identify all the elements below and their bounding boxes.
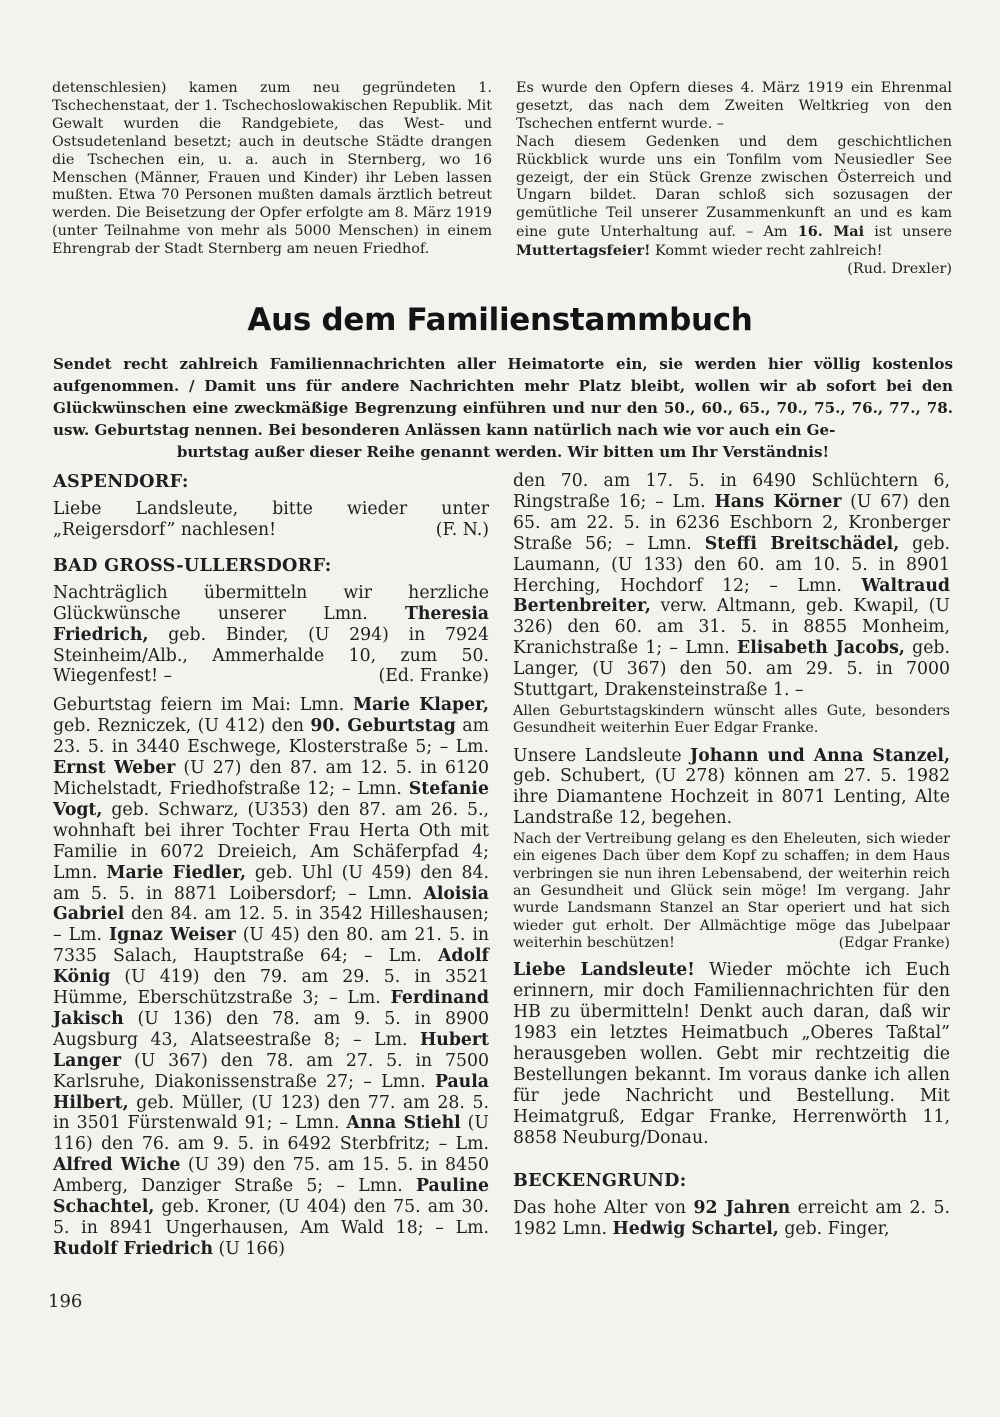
body-left-column bbox=[53, 471, 489, 1260]
right-paragraph-3: Liebe Landsleute! Wieder möchte ich Euch erinnern, mir doch Familiennachrichten für den HB zu übermitteln! Denkt auch daran, daß wir 1983 ein letztes Heimatbuch „Oberes Taßtal” herausgeben wollen. Gebt mir rechtzeitig die Bestellungen bekannt. Im voraus danke ich allen für jede Nachricht und Bestellung. Mit Heimatgruß, Edgar Franke, Herrenwörth 11, 8858 Neuburg/Donau. bbox=[513, 960, 951, 1148]
aspendorf-signature: (F. N.) bbox=[435, 519, 489, 540]
body-right-column bbox=[513, 471, 950, 1240]
aspendorf-text: Liebe Landsleute, bitte wieder unter „Reigersdorf” nachlesen! (F. N.) bbox=[53, 499, 489, 540]
right-note-1: Allen Geburtstagskindern wünscht alles Gute, besonders Gesundheit weiterhin Euer Edgar Franke. bbox=[513, 702, 950, 737]
page-number: 196 bbox=[48, 1291, 83, 1312]
section-headline: Aus dem Familienstammbuch bbox=[247, 302, 753, 338]
section-intro bbox=[53, 353, 953, 463]
intro-last-line: burtstag außer dieser Reihe genannt werden. Wir bitten um Ihr Verständnis! bbox=[176, 443, 830, 461]
right-note-2-signature: (Edgar Franke) bbox=[838, 934, 950, 951]
right-note-2: Nach der Vertreibung gelang es den Eheleuten, sich wieder ein eigenes Dach über dem Kopf zu schaffen; in dem Haus verbringen sie nun ihren Lebensabend, der weiterhin reich an Gesundheit und Glück sein möge! Im vergang. Jahr wurde Landsmann Stanzel an Star operiert und hat sich wieder gut erholt. Der Allmächtige möge das Jubelpaar weiterhin beschützen! (Edgar Franke) bbox=[513, 831, 950, 951]
top-right-paragraph-1: Es wurde den Opfern dieses 4. März 1919 ein Ehrenmal gesetzt, das nach dem Zweiten Weltkrieg von den Tschechen entfernt wurde. – bbox=[516, 80, 952, 132]
top-right-column bbox=[516, 80, 952, 279]
ullersdorf-paragraph-2: Geburtstag feiern im Mai: Lmn. Marie Klaper, geb. Rezniczek, (U 412) den 90. Geburtstag am 23. 5. in 3440 Eschwege, Klosterstraße 5; – Lm. Ernst Weber (U 27) den 87. am 12. 5. in 6120 Michelstadt, Friedhofstraße 12; – Lmn. Stefanie Vogt, geb. Schwarz, (U353) den 87. am 26. 5., wohnhaft bei ihrer Tochter Frau Herta Oth mit Familie in 6072 Dreieich, Am Schäferpfad 4; Lmn. Marie Fiedler, geb. Uhl (U 459) den 84. am 5. 5. in 8871 Loibersdorf; – Lmn. Aloisia Gabriel den 84. am 12. 5. in 3542 Hilleshausen; – Lm. Ignaz Weiser (U 45) den 80. am 21. 5. in 7335 Salach, Hauptstraße 64; – Lm. Adolf König (U 419) den 79. am 29. 5. in 3521 Hümme, Eberschützstraße 3; – Lm. Ferdinand Jakisch (U 136) den 78. am 9. 5. in 8900 Augsburg 43, Alatseestraße 8; – Lm. Hubert Langer (U 367) den 78. am 27. 5. in 7500 Karlsruhe, Diakonissenstraße 27; – Lmn. Paula Hilbert, geb. Müller, (U 123) den 77. am 28. 5. in 3501 Fürstenwald 91; – Lmn. Anna Stiehl (U 116) den 76. am 9. 5. in 6492 Sterbfritz; – Lm. Alfred Wiche (U 39) den 75. am 15. 5. in 8450 Amberg, Danziger Straße 5; – Lmn. Pauline Schachtel, geb. Kroner, (U 404) den 75. am 30. 5. in 8941 Ungerhausen, Am Wald 18; – Lm. Rudolf Friedrich (U 166) bbox=[53, 695, 490, 1259]
ullersdorf-signature: (Ed. Franke) bbox=[378, 666, 489, 687]
place-heading-beckengrund: BECKENGRUND: bbox=[513, 1170, 687, 1192]
place-heading-bad-gross-ullersdorf: BAD GROSS-ULLERSDORF: bbox=[53, 554, 332, 576]
intro-main: Sendet recht zahlreich Familiennachrichten aller Heimatorte ein, sie werden hier völlig kostenlos aufgenommen. / Damit uns für andere Nachrichten mehr Platz bleibt, wollen wir ab sofort bei den Glückwünschen eine zweckmäßige Begrenzung einführen und nur den 50., 60., 65., 70., 75., 76., 77., 78. usw. Geburtstag nennen. Bei besonderen Anlässen kann natürlich nach wie vor auch ein Ge- bbox=[53, 355, 953, 439]
top-right-signature: (Rud. Drexler) bbox=[847, 261, 952, 278]
top-left-column bbox=[52, 80, 492, 259]
top-right-paragraph-2: Nach diesem Gedenken und dem geschichtlichen Rückblick wurde uns ein Tonfilm vom Neusiedler See gezeigt, der ein Stück Grenze zwischen Österreich und Ungarn bildet. Daran schloß sich sozusagen der gemütliche Teil unserer Zusammenkunft an und es kam eine gute Unterhaltung auf. – Am 16. Mai ist unsere Muttertagsfeier! Kommt wieder recht zahlreich! (Rud. Drexler) bbox=[516, 133, 952, 278]
beckengrund-paragraph: Das hohe Alter von 92 Jahren erreicht am 2. 5. 1982 Lmn. Hedwig Schartel, geb. Finger, bbox=[513, 1198, 950, 1240]
top-left-paragraph: detenschlesien) kamen zum neu gegründeten 1. Tschechenstaat, der 1. Tschechoslowakischen Republik. Mit Gewalt wurden die Randgebiete, das West- und Ostsudetenland besetzt; auch in deutsche Städte drangen die Tschechen ein, u. a. auch in Sternberg, wo 16 Menschen (Männer, Frauen und Kinder) ihr Leben lassen mußten. Etwa 70 Personen mußten damals ärztlich betreut werden. Die Beisetzung der Opfer erfolgte am 8. März 1919 (unter Teilnahme von mehr als 5000 Menschen) in einem Ehrengrab der Stadt Sternberg am neuen Friedhof. bbox=[52, 80, 493, 258]
right-paragraph-1: den 70. am 17. 5. in 6490 Schlüchtern 6, Ringstraße 16; – Lm. Hans Körner (U 67) den 65. am 22. 5. in 6236 Eschborn 2, Kronberger Straße 56; – Lmn. Steffi Breitschädel, geb. Laumann, (U 133) den 60. am 10. 5. in 8901 Herching, Hochdorf 12; – Lmn. Waltraud Bertenbreiter, verw. Altmann, geb. Kwapil, (U 326) den 60. am 31. 5. in 8855 Monheim, Kranichstraße 1; – Lmn. Elisabeth Jacobs, geb. Langer, (U 367) den 50. am 29. 5. in 7000 Stuttgart, Drakensteinstraße 1. – bbox=[513, 471, 950, 701]
ullersdorf-paragraph-1: Nachträglich übermitteln wir herzliche Glückwünsche unserer Lmn. Theresia Friedrich, geb. Binder, (U 294) in 7924 Steinheim/Alb., Ammerhalde 10, zum 50. Wiegenfest! – (Ed. Franke) bbox=[53, 582, 489, 687]
right-paragraph-2: Unsere Landsleute Johann und Anna Stanzel, geb. Schubert, (U 278) können am 27. 5. 1982 ihre Diamantene Hochzeit in 8071 Lenting, Alte Landstraße 12, begehen. bbox=[513, 745, 950, 829]
place-heading-aspendorf: ASPENDORF: bbox=[53, 471, 189, 492]
